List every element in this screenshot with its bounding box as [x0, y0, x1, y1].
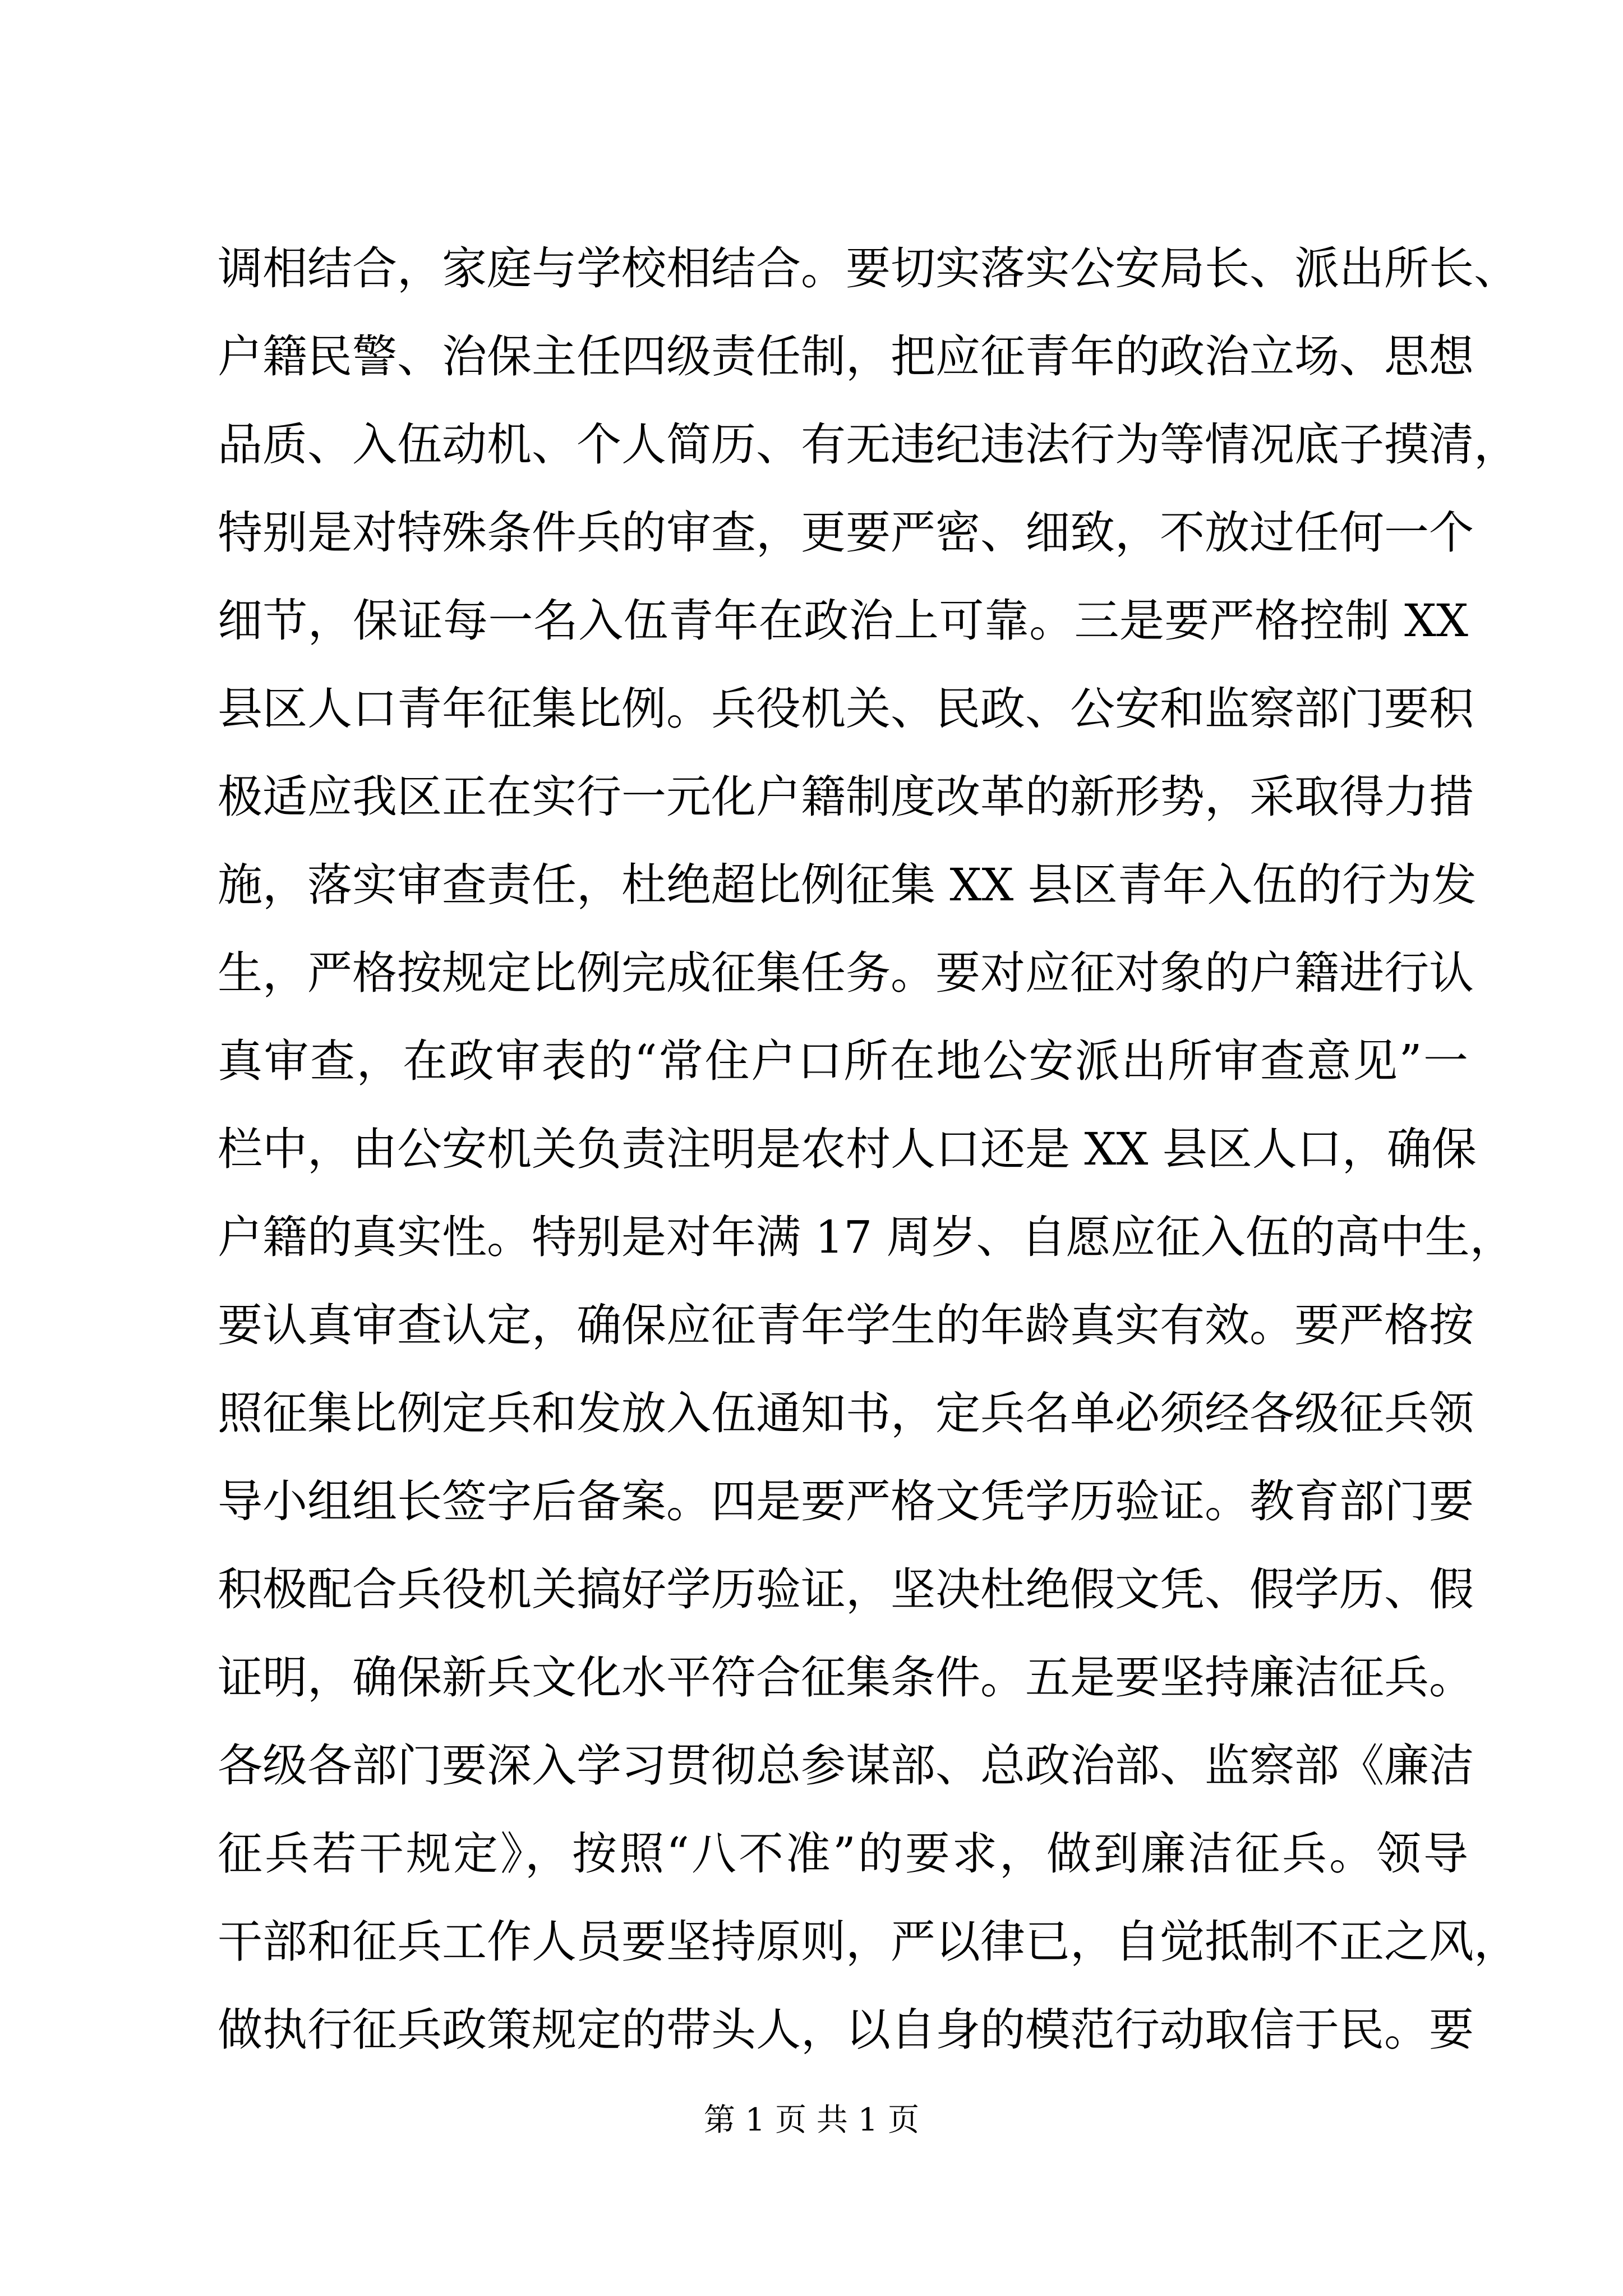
text-line: 要认真审查认定，确保应征青年学生的年龄真实有效。要严格按 — [218, 1299, 1474, 1351]
text-line: 干部和征兵工作人员要坚持原则，严以律已，自觉抵制不正之风， — [218, 1916, 1519, 1968]
text-line: 调相结合，家庭与学校相结合。要切实落实公安局长、派出所长、 — [218, 242, 1519, 295]
text-line: 品质、入伍动机、个人简历、有无违纪违法行为等情况底子摸清， — [218, 418, 1519, 471]
text-line: 施，落实审查责任，杜绝超比例征集 XX 县区青年入伍的行为发 — [218, 859, 1477, 911]
text-line: 特别是对特殊条件兵的审查，更要严密、细致，不放过任何一个 — [218, 507, 1474, 559]
text-line: 证明，确保新兵文化水平符合征集条件。五是要坚持廉洁征兵。 — [218, 1651, 1474, 1704]
page-number-footer: 第 1 页 共 1 页 — [703, 2102, 920, 2138]
text-line: 征兵若干规定》，按照“八不准”的要求，做到廉洁征兵。领导 — [218, 1828, 1468, 1880]
text-line: 各级各部门要深入学习贯彻总参谋部、总政治部、监察部《廉洁 — [218, 1740, 1474, 1792]
text-line: 细节，保证每一名入伍青年在政治上可靠。三是要严格控制 XX — [218, 595, 1468, 647]
text-line: 极适应我区正在实行一元化户籍制度改革的新形势，采取得力措 — [218, 771, 1474, 823]
text-line: 户籍的真实性。特别是对年满 17 周岁、自愿应征入伍的高中生， — [218, 1211, 1515, 1263]
text-line: 县区人口青年征集比例。兵役机关、民政、公安和监察部门要积 — [218, 683, 1474, 735]
text-line: 做执行征兵政策规定的带头人，以自身的模范行动取信于民。要 — [218, 2004, 1474, 2056]
text-line: 生，严格按规定比例完成征集任务。要对应征对象的户籍进行认 — [218, 947, 1474, 999]
text-line: 积极配合兵役机关搞好学历验证，坚决杜绝假文凭、假学历、假 — [218, 1563, 1474, 1616]
text-line: 真审查，在政审表的“常住户口所在地公安派出所审查意见”一 — [218, 1035, 1468, 1087]
text-line: 栏中，由公安机关负责注明是农村人口还是 XX 县区人口，确保 — [218, 1123, 1477, 1175]
body-text — [218, 224, 1519, 2074]
text-line: 户籍民警、治保主任四级责任制，把应征青年的政治立场、思想 — [218, 330, 1474, 383]
text-line: 导小组组长签字后备案。四是要严格文凭学历验证。教育部门要 — [218, 1475, 1474, 1527]
text-line: 照征集比例定兵和发放入伍通知书，定兵名单必须经各级征兵领 — [218, 1387, 1474, 1439]
